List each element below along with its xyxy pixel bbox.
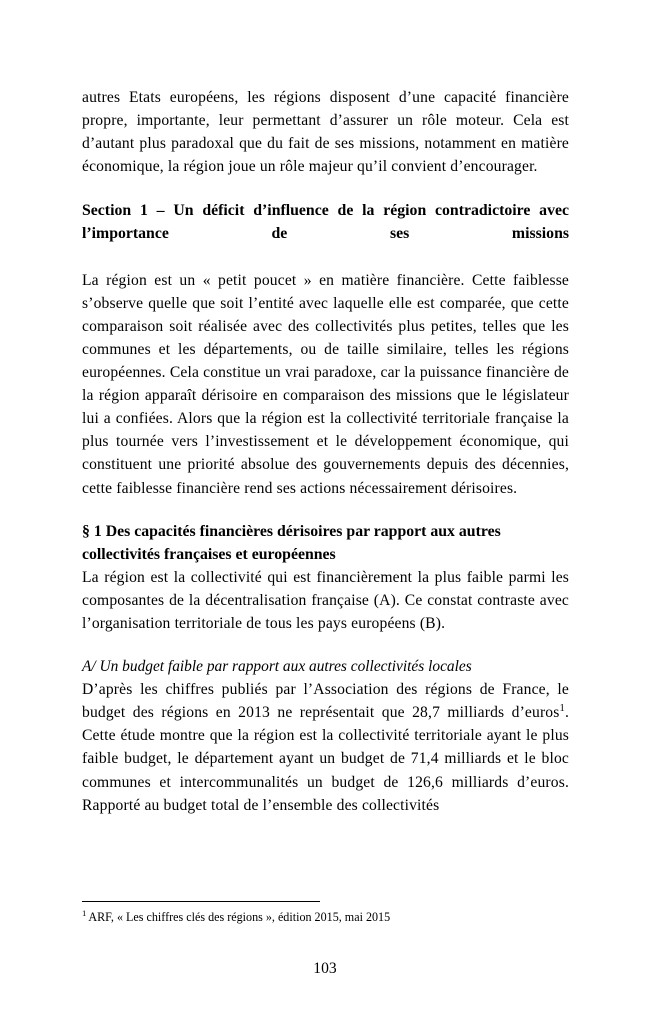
paragraph-section-intro: La région est un « petit poucet » en matière financière. Cette faiblesse s’observe quelle que soit l’entité avec laquelle elle est comparée, que cette comparaison soit réalisée avec des collectivités plus petites, telles que les communes et les départements, ou de taille similaire, telles les régions européennes. Cela constitue un vrai paradoxe, car la puissance financière de la région apparaît dérisoire en comparaison des missions que le législateur lui a confiées. Alors que la région est la collectivité territoriale française la plus tournée vers l’investissement et le développement économique, qui constituent une priorité absolue des gouvernements depuis des décennies, cette faiblesse financière rend ses actions nécessairement dérisoires.	[82, 271, 569, 497]
paragraph-subsection-intro: La région est la collectivité qui est financièrement la plus faible parmi les composantes de la décentralisation française (A). Ce constat contraste avec l’organisation territoriale de tous les pays européens (B).	[82, 568, 569, 632]
paragraph-budget-text-after-footnote: . Cette étude montre que la région est la collectivité territoriale ayant le plus faible budget, le département ayant un budget de 71,4 milliards et le bloc communes et intercommunalités un budget de 126,6 milliards d’euros. Rapporté au budget total de l’ensemble des collectivités	[82, 704, 569, 814]
footnote-reference-marker[interactable]: 1	[559, 703, 565, 715]
page-text-column	[82, 86, 569, 817]
paragraph-heading: § 1 Des capacités financières dérisoires par rapport aux autres collectivités françaises et européennes	[82, 522, 501, 563]
section-heading: Section 1 – Un déficit d’influence de la région contradictoire avec l’importance de ses missions	[82, 202, 569, 243]
sub-heading: A/ Un budget faible par rapport aux autres collectivités locales	[82, 658, 472, 676]
footnote-area	[82, 901, 569, 925]
paragraph-continuation: autres Etats européens, les régions disposent d’une capacité financière propre, importante, leur permettant d’assurer un rôle moteur. Cela est d’autant plus paradoxal que du fait de ses missions, notamment en matière économique, la région joue un rôle majeur qu’il convient d’encourager.	[82, 89, 569, 176]
footnote-entry	[82, 909, 569, 925]
footnote-text: ARF, « Les chiffres clés des régions », édition 2015, mai 2015	[88, 910, 391, 924]
footnote-separator-rule	[82, 901, 320, 902]
page-number: 103	[313, 960, 337, 977]
paragraph-budget-text-before-footnote: D’après les chiffres publiés par l’Association des régions de France, le budget des régions en 2013 ne représentait que 28,7 milliards d’euros	[82, 681, 569, 722]
footnote-number: 1	[82, 907, 87, 918]
paragraph-budget	[82, 678, 569, 817]
